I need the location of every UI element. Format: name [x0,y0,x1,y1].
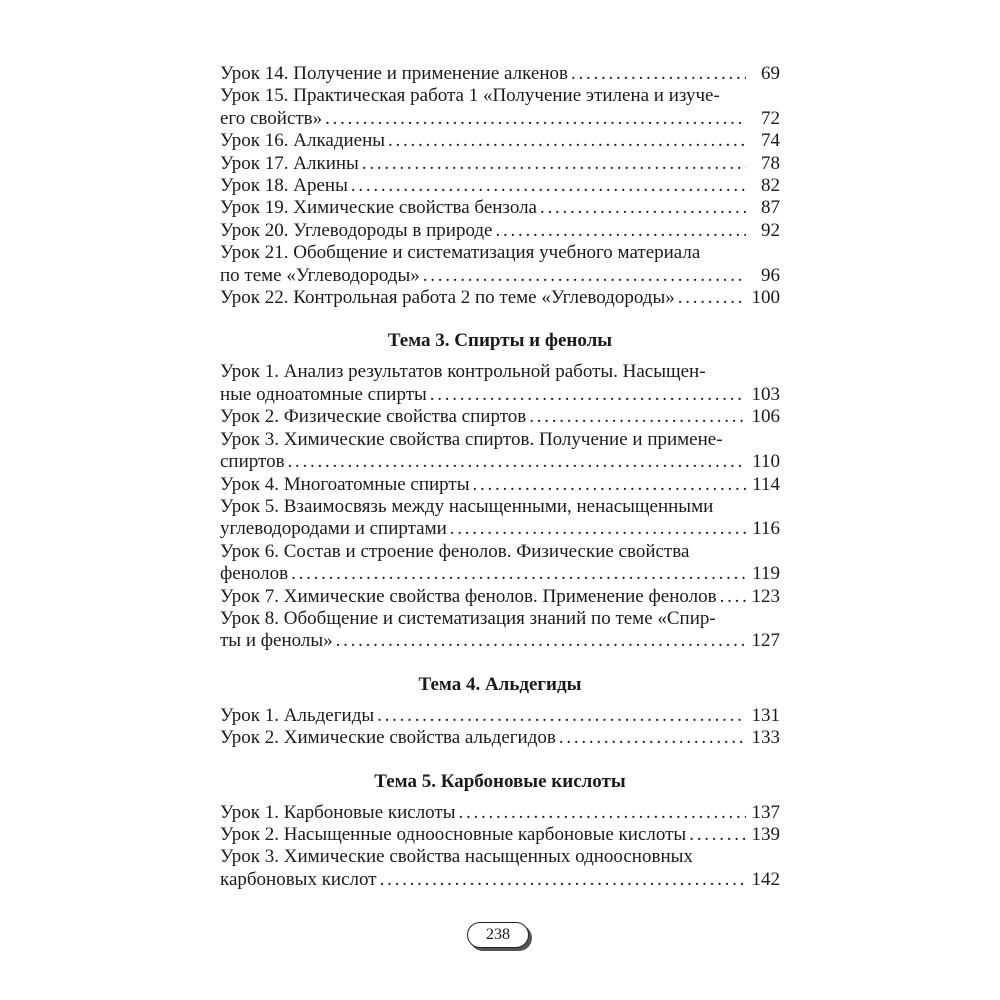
toc-entry[interactable] [220,496,780,541]
toc-entry-title: по теме «Углеводороды» [220,264,420,286]
dot-leader [496,220,747,242]
toc-entry-title: Урок 19. Химические свойства бензола [220,197,537,219]
toc-entry[interactable] [220,130,780,152]
toc-entry-page: 74 [761,130,780,152]
toc-entry-lead-line: Урок 8. Обобщение и систематизация знаний по теме «Спир- [220,607,716,629]
dot-leader [291,563,746,585]
toc-entry[interactable] [220,608,780,653]
toc-entry-page: 139 [751,823,780,845]
toc-entry-lead-line: Урок 6. Состав и строение фенолов. Физические свойства [220,540,690,562]
toc-entry-title: Урок 2. Насыщенные одноосновные карбоновые кислоты [220,823,687,845]
page-number: 238 [486,926,510,943]
dot-leader [377,705,746,727]
section-title: Тема 3. Спирты и фенолы [387,330,613,352]
toc-entry-page: 142 [751,868,780,890]
toc-entry-page: 131 [751,704,780,726]
toc-entry[interactable] [220,361,780,406]
toc-entry-page: 133 [751,727,780,749]
toc-entry[interactable] [220,429,780,474]
dot-leader [540,197,746,219]
dot-leader [529,406,746,428]
toc-entry[interactable] [220,824,780,846]
toc-entry-page: 103 [751,383,780,405]
dot-leader [559,727,746,749]
toc-entry[interactable] [220,153,780,175]
toc-entry-page: 82 [761,175,780,197]
toc-entry[interactable] [220,474,780,496]
toc-entry-title: фенолов [220,563,289,585]
toc-entry-page: 78 [761,152,780,174]
toc-entry-page: 116 [752,518,780,540]
toc-entry-page: 123 [751,585,780,607]
toc-entry[interactable] [220,802,780,824]
toc-entry-title: Урок 18. Арены [220,175,348,197]
dot-leader [380,869,746,891]
toc-entry-page: 114 [752,473,780,495]
toc-entry-lead-line: Урок 3. Химические свойства насыщенных одноосновных [220,846,693,868]
toc-entry[interactable] [220,85,780,130]
toc-entry-page: 119 [752,563,780,585]
toc-entry-title: Урок 16. Алкадиены [220,130,386,152]
toc-section [220,330,780,652]
toc-entry-page: 72 [761,107,780,129]
toc-entry-lead-line: Урок 5. Взаимосвязь между насыщенными, ненасыщенными [220,495,714,517]
toc-entry[interactable] [220,242,780,287]
toc-entry[interactable] [220,63,780,85]
toc-entry-title: Урок 14. Получение и применение алкенов [220,63,568,84]
toc-entry-page: 110 [752,451,780,473]
toc-entry-title: его свойств» [220,107,323,129]
toc-entry-page: 106 [751,406,780,428]
toc-entry[interactable] [220,197,780,219]
toc-entry-page: 127 [751,630,780,652]
toc-entry-page: 87 [761,197,780,219]
dot-leader [450,518,746,540]
dot-leader [362,153,746,175]
dot-leader [689,824,746,846]
toc-entry-page: 69 [761,63,780,84]
dot-leader [388,130,746,152]
dot-leader [430,384,746,406]
dot-leader [325,108,746,130]
toc-entry[interactable] [220,406,780,428]
dot-leader [459,802,746,824]
dot-leader [288,451,746,473]
toc-entry-title: Урок 7. Химические свойства фенолов. Применение фенолов [220,585,717,607]
toc-entry-title: ные одноатомные спирты [220,383,427,405]
toc-entry[interactable] [220,705,780,727]
toc-entry-title: Урок 2. Физические свойства спиртов [220,406,527,428]
dot-leader [571,63,746,85]
dot-leader [720,586,746,608]
toc-entry-title: Урок 1. Альдегиды [220,704,375,726]
table-of-contents [220,63,780,891]
dot-leader [336,630,746,652]
page-number-badge [467,922,529,948]
toc-entry-title: Урок 20. Углеводороды в природе [220,219,493,241]
toc-entry-page: 96 [761,264,780,286]
toc-entry[interactable] [220,287,780,309]
toc-section [220,63,780,309]
dot-leader [678,287,746,309]
toc-section [220,674,780,750]
toc-entry-page: 137 [751,801,780,823]
toc-entry-lead-line: Урок 15. Практическая работа 1 «Получение этилена и изуче- [220,85,720,107]
toc-entry[interactable] [220,541,780,586]
toc-entry-page: 92 [761,219,780,241]
toc-entry[interactable] [220,175,780,197]
toc-entry-title: углеводородами и спиртами [220,518,447,540]
toc-entry-lead-line: Урок 1. Анализ результатов контрольной работы. Насыщен- [220,361,706,383]
toc-entry[interactable] [220,846,780,891]
dot-leader [423,265,746,287]
toc-entry-title: Урок 2. Химические свойства альдегидов [220,727,556,749]
toc-entry[interactable] [220,727,780,749]
toc-entry[interactable] [220,220,780,242]
section-title: Тема 4. Альдегиды [418,673,582,695]
toc-entry-lead-line: Урок 21. Обобщение и систематизация учебного материала [220,242,701,264]
toc-entry-lead-line: Урок 3. Химические свойства спиртов. Получение и примене- [220,428,723,450]
dot-leader [473,474,746,496]
toc-entry-title: Урок 4. Многоатомные спирты [220,473,470,495]
toc-entry-title: Урок 17. Алкины [220,152,359,174]
toc-entry-page: 100 [751,287,780,309]
toc-entry-title: спиртов [220,451,285,473]
dot-leader [351,175,746,197]
toc-entry[interactable] [220,586,780,608]
toc-section [220,771,780,892]
toc-entry-title: карбоновых кислот [220,868,377,890]
toc-entry-title: ты и фенолы» [220,630,333,652]
toc-entry-title: Урок 1. Карбоновые кислоты [220,801,456,823]
section-title: Тема 5. Карбоновые кислоты [374,770,626,792]
toc-entry-title: Урок 22. Контрольная работа 2 по теме «Углеводороды» [220,287,675,309]
